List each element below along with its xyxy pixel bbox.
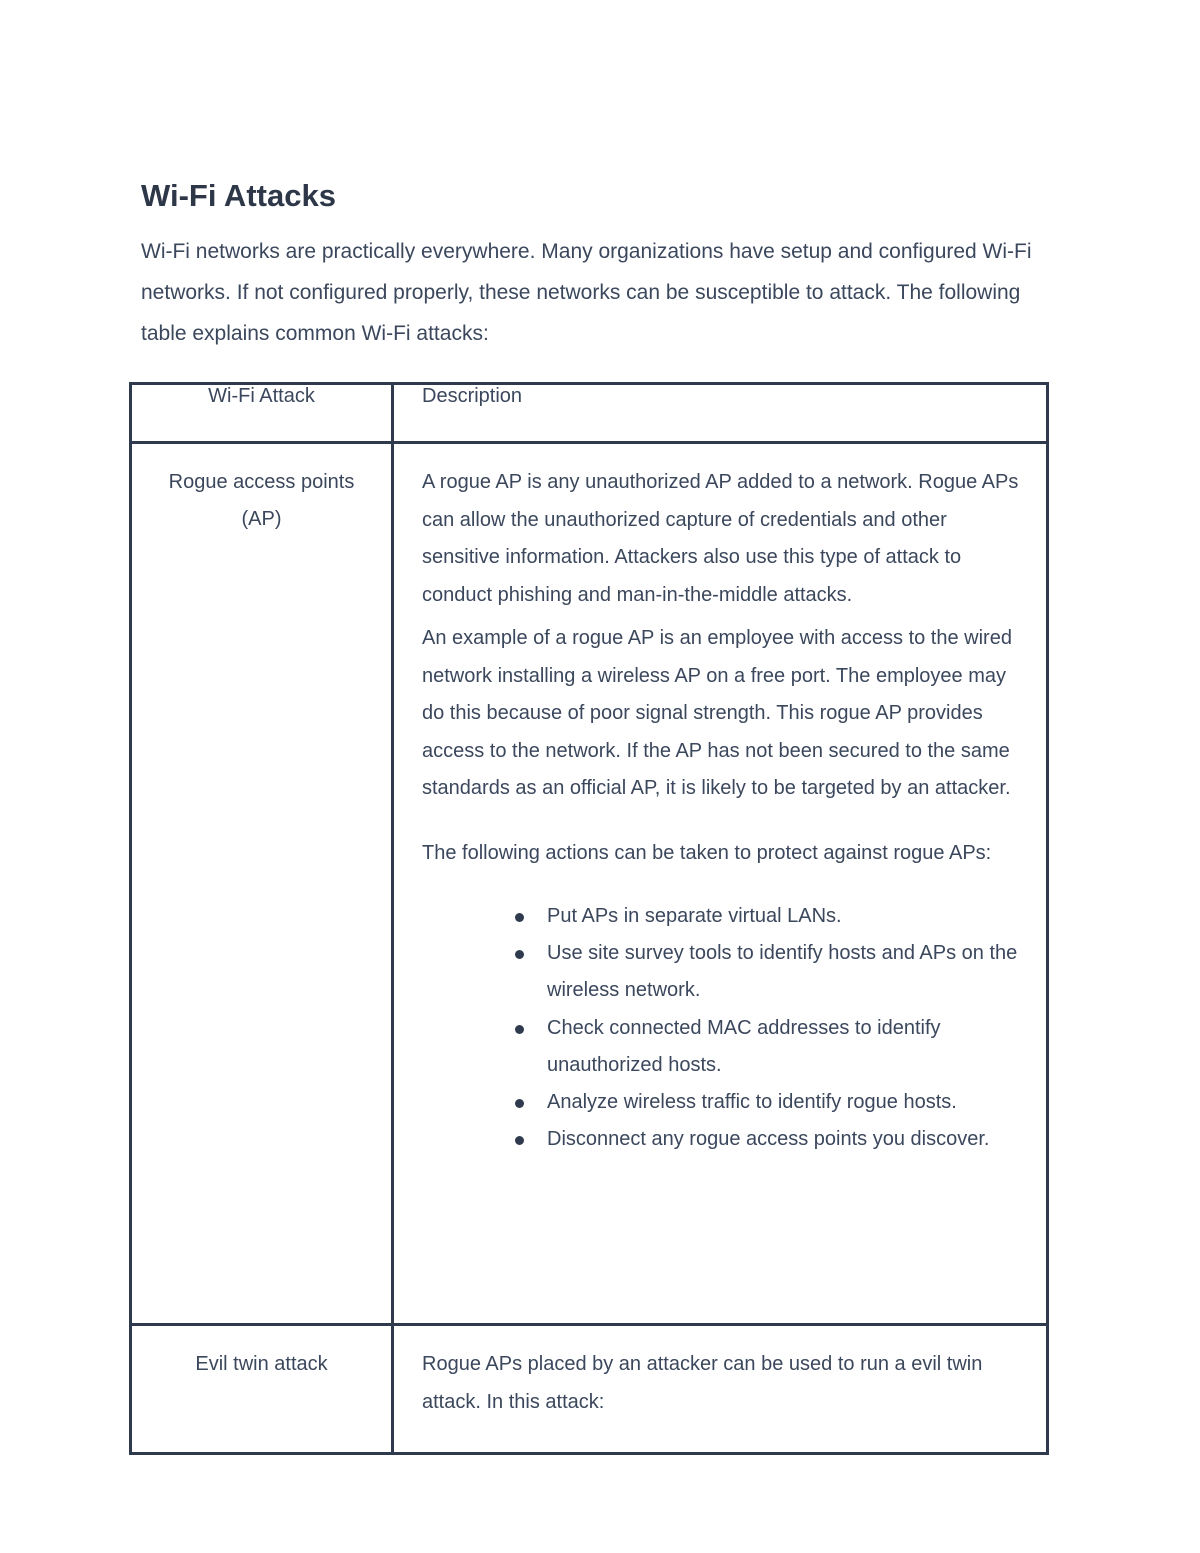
attack-name-cell bbox=[131, 1325, 393, 1454]
list-item-text: Use site survey tools to identify hosts and APs on the wireless network. bbox=[547, 942, 1018, 1002]
attack-name-cell bbox=[131, 443, 393, 1325]
header-attack: Wi-Fi Attack bbox=[131, 384, 393, 443]
table-header-row bbox=[131, 384, 1048, 443]
description-paragraph: An example of a rogue AP is an employee with access to the wired network installing a wireless AP on a free port. The employee may do this because of poor signal strength. This rogue AP provides access to the network. If the AP has not been secured to the same standards as an official AP, it is likely to be targeted by an attacker. bbox=[422, 627, 1012, 799]
list-item-text: Put APs in separate virtual LANs. bbox=[547, 905, 842, 927]
attack-name: Rogue access points (AP) bbox=[168, 471, 355, 530]
attack-name: Evil twin attack bbox=[195, 1353, 328, 1375]
list-item bbox=[547, 1010, 1022, 1084]
list-item bbox=[547, 1121, 1022, 1158]
header-description: Description bbox=[393, 384, 1048, 443]
description-cell bbox=[393, 1325, 1048, 1454]
list-item bbox=[547, 935, 1022, 1009]
page-title: Wi-Fi Attacks bbox=[141, 178, 336, 213]
protection-actions-list bbox=[422, 898, 1022, 1158]
description-paragraph: The following actions can be taken to protect against rogue APs: bbox=[422, 841, 992, 864]
description-paragraph: A rogue AP is any unauthorized AP added to a network. Rogue APs can allow the unauthorized capture of credentials and other sensitive information. Attackers also use this type of attack to conduct phishing and man-in-the-middle attacks. bbox=[422, 471, 1019, 606]
bullet-icon bbox=[515, 1136, 524, 1145]
description-paragraph: Rogue APs placed by an attacker can be used to run a evil twin attack. In this attack: bbox=[422, 1353, 983, 1413]
bullet-icon bbox=[515, 1099, 524, 1108]
bullet-icon bbox=[515, 950, 524, 959]
table-row bbox=[131, 1325, 1048, 1454]
description-cell bbox=[393, 443, 1048, 1325]
list-item-text: Disconnect any rogue access points you discover. bbox=[547, 1128, 990, 1151]
bullet-icon bbox=[515, 1025, 524, 1034]
intro-paragraph: Wi-Fi networks are practically everywhere. Many organizations have setup and configured Wi-Fi networks. If not configured properly, these networks can be susceptible to attack. The following table explains common Wi-Fi attacks: bbox=[141, 240, 1032, 345]
list-item bbox=[547, 898, 1022, 935]
bullet-icon bbox=[515, 913, 524, 922]
table-row bbox=[131, 443, 1048, 1325]
list-item bbox=[547, 1084, 1022, 1121]
wifi-attacks-table bbox=[129, 382, 1049, 1455]
list-item-text: Check connected MAC addresses to identify unauthorized hosts. bbox=[547, 1016, 941, 1076]
list-item-text: Analyze wireless traffic to identify rogue hosts. bbox=[547, 1091, 957, 1114]
